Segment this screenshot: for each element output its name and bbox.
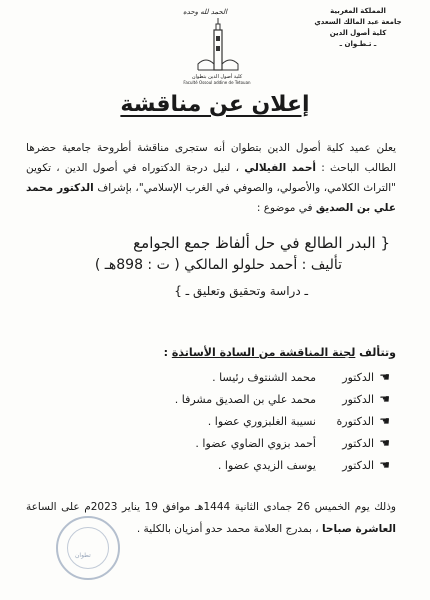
announcement-paragraph — [26, 138, 396, 218]
member-title: الدكتور — [342, 370, 374, 384]
arrow-bullet-icon: ☚ — [379, 414, 390, 428]
announcement-text: يعلن عميد كلية أصول الدين بتطوان أنه ستجرى مناقشة أطروحة جامعية حضرها الطالب الباحث : — [26, 142, 397, 174]
committee-list — [70, 366, 390, 476]
page-title: إعلان عن مناقشة — [120, 92, 310, 117]
arrow-bullet-icon: ☚ — [379, 458, 390, 472]
arrow-bullet-icon: ☚ — [379, 392, 390, 406]
member-name: محمد الشنتوف رئيسا . — [212, 370, 316, 384]
member-title: الدكتور — [342, 458, 374, 472]
committee-member — [70, 432, 390, 454]
member-name: يوسف الزيدي عضوا . — [217, 458, 316, 472]
arrow-bullet-icon: ☚ — [379, 370, 390, 384]
institution-header — [294, 6, 422, 50]
event-time: العاشرة صباحا — [321, 523, 396, 535]
committee-intro — [164, 346, 396, 359]
student-name: أحمد الفيلالي — [244, 162, 317, 174]
member-name: نسيبة الغلبزوري عضوا . — [207, 414, 316, 428]
logo-caption: كلية أصول الدين بتطوان — [191, 74, 243, 80]
committee-member — [70, 454, 390, 476]
thesis-study-type: ـ دراسة وتحقيق وتعليق ـ } — [174, 284, 308, 298]
member-title: الدكتور — [342, 392, 374, 406]
supervisor-name: الدكتور محمد علي بن الصديق — [26, 182, 396, 214]
member-name: أحمد بزوي الضاوي عضوا . — [195, 436, 316, 450]
announcement-text: ، لنيل درجة الدكتوراه في أصول الدين ، تكوين "التراث الكلامي، والأصولي، والصوفي في الغرب الإسلامي"، بإشراف — [26, 162, 396, 194]
arrow-bullet-icon: ☚ — [379, 436, 390, 450]
committee-member — [70, 410, 390, 432]
thesis-author: تأليف : أحمد حلولو المالكي ( ت : 898هـ ) — [94, 257, 342, 273]
stamp-label: تطوان — [75, 552, 91, 559]
institution-line: كلية أصول الدين — [329, 29, 387, 37]
committee-intro-underlined: لجنة المناقشة من السادة الأساتذة — [171, 346, 356, 359]
thesis-title: { البدر الطالع في حل ألفاظ جمع الجوامع — [133, 234, 390, 252]
institution-line: جامعة عبد المالك السعدي — [314, 18, 402, 26]
closing-text: ، بمدرج العلامة محمد حدو أمزيان بالكلية . — [136, 523, 319, 535]
committee-member — [70, 366, 390, 388]
committee-member — [70, 388, 390, 410]
member-name: محمد علي بن الصديق مشرفا . — [174, 392, 316, 406]
member-title: الدكتورة — [336, 414, 374, 428]
institution-line: ـ تـطـوان ـ — [339, 40, 377, 48]
logo-caption-latin: Faculté Ossoul addine de Tetouan — [183, 80, 251, 85]
announcement-text: في موضوع : — [256, 202, 313, 214]
closing-text: وذلك يوم الخميس 26 جمادى الثانية 1444هـ موافق 19 يناير 2023م على الساعة — [26, 501, 397, 513]
invocation: الحمد لله وحده — [183, 8, 228, 16]
committee-intro-colon: : — [163, 346, 169, 359]
committee-intro-text: وتتألف — [359, 346, 396, 359]
official-stamp — [56, 516, 120, 580]
institution-line: المملكة المغربية — [330, 7, 386, 15]
member-title: الدكتور — [342, 436, 374, 450]
